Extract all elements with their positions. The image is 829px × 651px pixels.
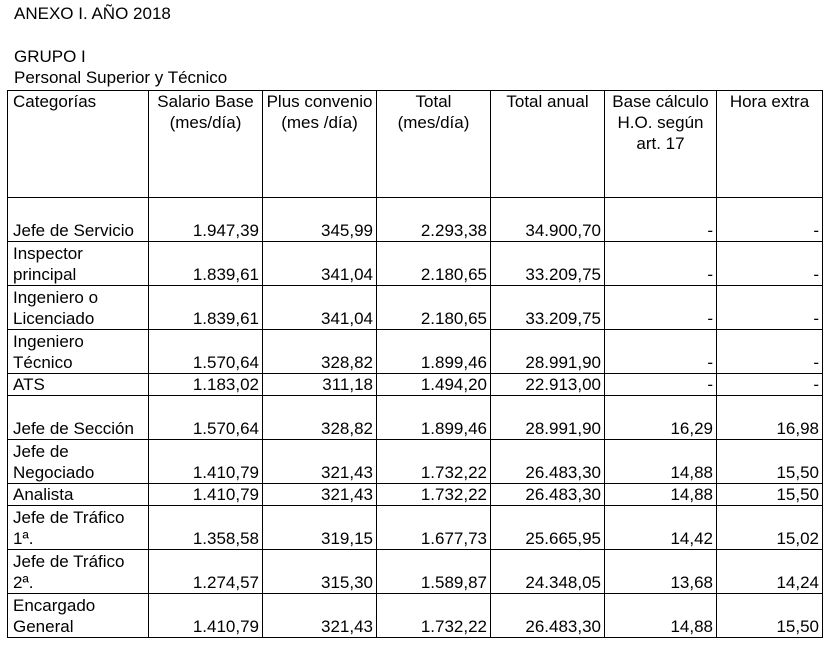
cell-total-anual: 26.483,30 bbox=[491, 484, 605, 506]
cell-total-anual: 22.913,00 bbox=[491, 374, 605, 396]
document-title: ANEXO I. AÑO 2018 bbox=[14, 4, 171, 23]
cell-categoria: Jefe de Servicio bbox=[8, 198, 149, 242]
header-categorias: Categorías bbox=[8, 91, 149, 198]
cell-plus-convenio: 319,15 bbox=[263, 506, 377, 550]
header-base-calculo: Base cálculo H.O. según art. 17 bbox=[605, 91, 717, 198]
cell-plus-convenio: 321,43 bbox=[263, 484, 377, 506]
table-row bbox=[8, 396, 823, 440]
cell-hora-extra: - bbox=[717, 374, 823, 396]
cell-plus-convenio: 328,82 bbox=[263, 396, 377, 440]
cell-total-anual: 34.900,70 bbox=[491, 198, 605, 242]
cell-categoria: Analista bbox=[8, 484, 149, 506]
header-row bbox=[8, 91, 823, 198]
cell-plus-convenio: 341,04 bbox=[263, 286, 377, 330]
group-heading: GRUPO I bbox=[14, 47, 86, 66]
cell-categoria: Jefe de Negociado bbox=[8, 440, 149, 484]
cell-total: 1.732,22 bbox=[377, 594, 491, 638]
cell-plus-convenio: 311,18 bbox=[263, 374, 377, 396]
cell-base-calculo: 14,88 bbox=[605, 440, 717, 484]
table-row bbox=[8, 374, 823, 396]
cell-total-anual: 33.209,75 bbox=[491, 286, 605, 330]
cell-hora-extra: - bbox=[717, 198, 823, 242]
cell-base-calculo: 14,88 bbox=[605, 484, 717, 506]
cell-total-anual: 26.483,30 bbox=[491, 594, 605, 638]
cell-total: 1.494,20 bbox=[377, 374, 491, 396]
cell-total: 1.899,46 bbox=[377, 396, 491, 440]
cell-salario-base: 1.410,79 bbox=[149, 440, 263, 484]
cell-total-anual: 24.348,05 bbox=[491, 550, 605, 594]
cell-salario-base: 1.410,79 bbox=[149, 594, 263, 638]
cell-total-anual: 26.483,30 bbox=[491, 440, 605, 484]
cell-salario-base: 1.358,58 bbox=[149, 506, 263, 550]
cell-plus-convenio: 341,04 bbox=[263, 242, 377, 286]
cell-categoria: Jefe de Tráfico 2ª. bbox=[8, 550, 149, 594]
cell-base-calculo: - bbox=[605, 198, 717, 242]
header-total: Total (mes/día) bbox=[377, 91, 491, 198]
cell-hora-extra: - bbox=[717, 330, 823, 374]
cell-categoria: Ingeniero o Licenciado bbox=[8, 286, 149, 330]
header-plus-convenio: Plus convenio (mes /día) bbox=[263, 91, 377, 198]
cell-salario-base: 1.570,64 bbox=[149, 396, 263, 440]
table-row bbox=[8, 286, 823, 330]
cell-hora-extra: 14,24 bbox=[717, 550, 823, 594]
cell-hora-extra: - bbox=[717, 242, 823, 286]
table-row bbox=[8, 484, 823, 506]
cell-total-anual: 28.991,90 bbox=[491, 330, 605, 374]
cell-total: 2.293,38 bbox=[377, 198, 491, 242]
cell-hora-extra: - bbox=[717, 286, 823, 330]
cell-salario-base: 1.839,61 bbox=[149, 242, 263, 286]
cell-hora-extra: 15,02 bbox=[717, 506, 823, 550]
table-row bbox=[8, 330, 823, 374]
cell-salario-base: 1.183,02 bbox=[149, 374, 263, 396]
cell-total: 1.589,87 bbox=[377, 550, 491, 594]
cell-salario-base: 1.410,79 bbox=[149, 484, 263, 506]
cell-hora-extra: 15,50 bbox=[717, 594, 823, 638]
cell-salario-base: 1.570,64 bbox=[149, 330, 263, 374]
cell-plus-convenio: 321,43 bbox=[263, 594, 377, 638]
cell-plus-convenio: 345,99 bbox=[263, 198, 377, 242]
cell-categoria: Encargado General bbox=[8, 594, 149, 638]
cell-total: 1.732,22 bbox=[377, 484, 491, 506]
cell-plus-convenio: 315,30 bbox=[263, 550, 377, 594]
cell-base-calculo: 13,68 bbox=[605, 550, 717, 594]
cell-categoria: Jefe de Sección bbox=[8, 396, 149, 440]
cell-base-calculo: 16,29 bbox=[605, 396, 717, 440]
table-row bbox=[8, 242, 823, 286]
header-hora-extra: Hora extra bbox=[717, 91, 823, 198]
salary-table bbox=[7, 90, 823, 638]
table-row bbox=[8, 506, 823, 550]
cell-hora-extra: 15,50 bbox=[717, 440, 823, 484]
cell-base-calculo: 14,88 bbox=[605, 594, 717, 638]
cell-plus-convenio: 321,43 bbox=[263, 440, 377, 484]
table-row bbox=[8, 550, 823, 594]
subgroup-heading: Personal Superior y Técnico bbox=[14, 68, 228, 87]
cell-salario-base: 1.839,61 bbox=[149, 286, 263, 330]
cell-total: 1.677,73 bbox=[377, 506, 491, 550]
cell-base-calculo: - bbox=[605, 374, 717, 396]
cell-base-calculo: - bbox=[605, 286, 717, 330]
cell-hora-extra: 15,50 bbox=[717, 484, 823, 506]
cell-base-calculo: 14,42 bbox=[605, 506, 717, 550]
cell-base-calculo: - bbox=[605, 242, 717, 286]
cell-categoria: ATS bbox=[8, 374, 149, 396]
cell-total: 1.899,46 bbox=[377, 330, 491, 374]
cell-total: 2.180,65 bbox=[377, 242, 491, 286]
cell-categoria: Jefe de Tráfico 1ª. bbox=[8, 506, 149, 550]
cell-plus-convenio: 328,82 bbox=[263, 330, 377, 374]
cell-hora-extra: 16,98 bbox=[717, 396, 823, 440]
cell-salario-base: 1.274,57 bbox=[149, 550, 263, 594]
cell-total-anual: 25.665,95 bbox=[491, 506, 605, 550]
cell-categoria: Inspector principal bbox=[8, 242, 149, 286]
table-row bbox=[8, 198, 823, 242]
header-salario-base: Salario Base (mes/día) bbox=[149, 91, 263, 198]
header-total-anual: Total anual bbox=[491, 91, 605, 198]
cell-total: 2.180,65 bbox=[377, 286, 491, 330]
cell-total: 1.732,22 bbox=[377, 440, 491, 484]
table-row bbox=[8, 440, 823, 484]
cell-base-calculo: - bbox=[605, 330, 717, 374]
cell-total-anual: 33.209,75 bbox=[491, 242, 605, 286]
cell-categoria: Ingeniero Técnico bbox=[8, 330, 149, 374]
cell-salario-base: 1.947,39 bbox=[149, 198, 263, 242]
cell-total-anual: 28.991,90 bbox=[491, 396, 605, 440]
table-row bbox=[8, 594, 823, 638]
